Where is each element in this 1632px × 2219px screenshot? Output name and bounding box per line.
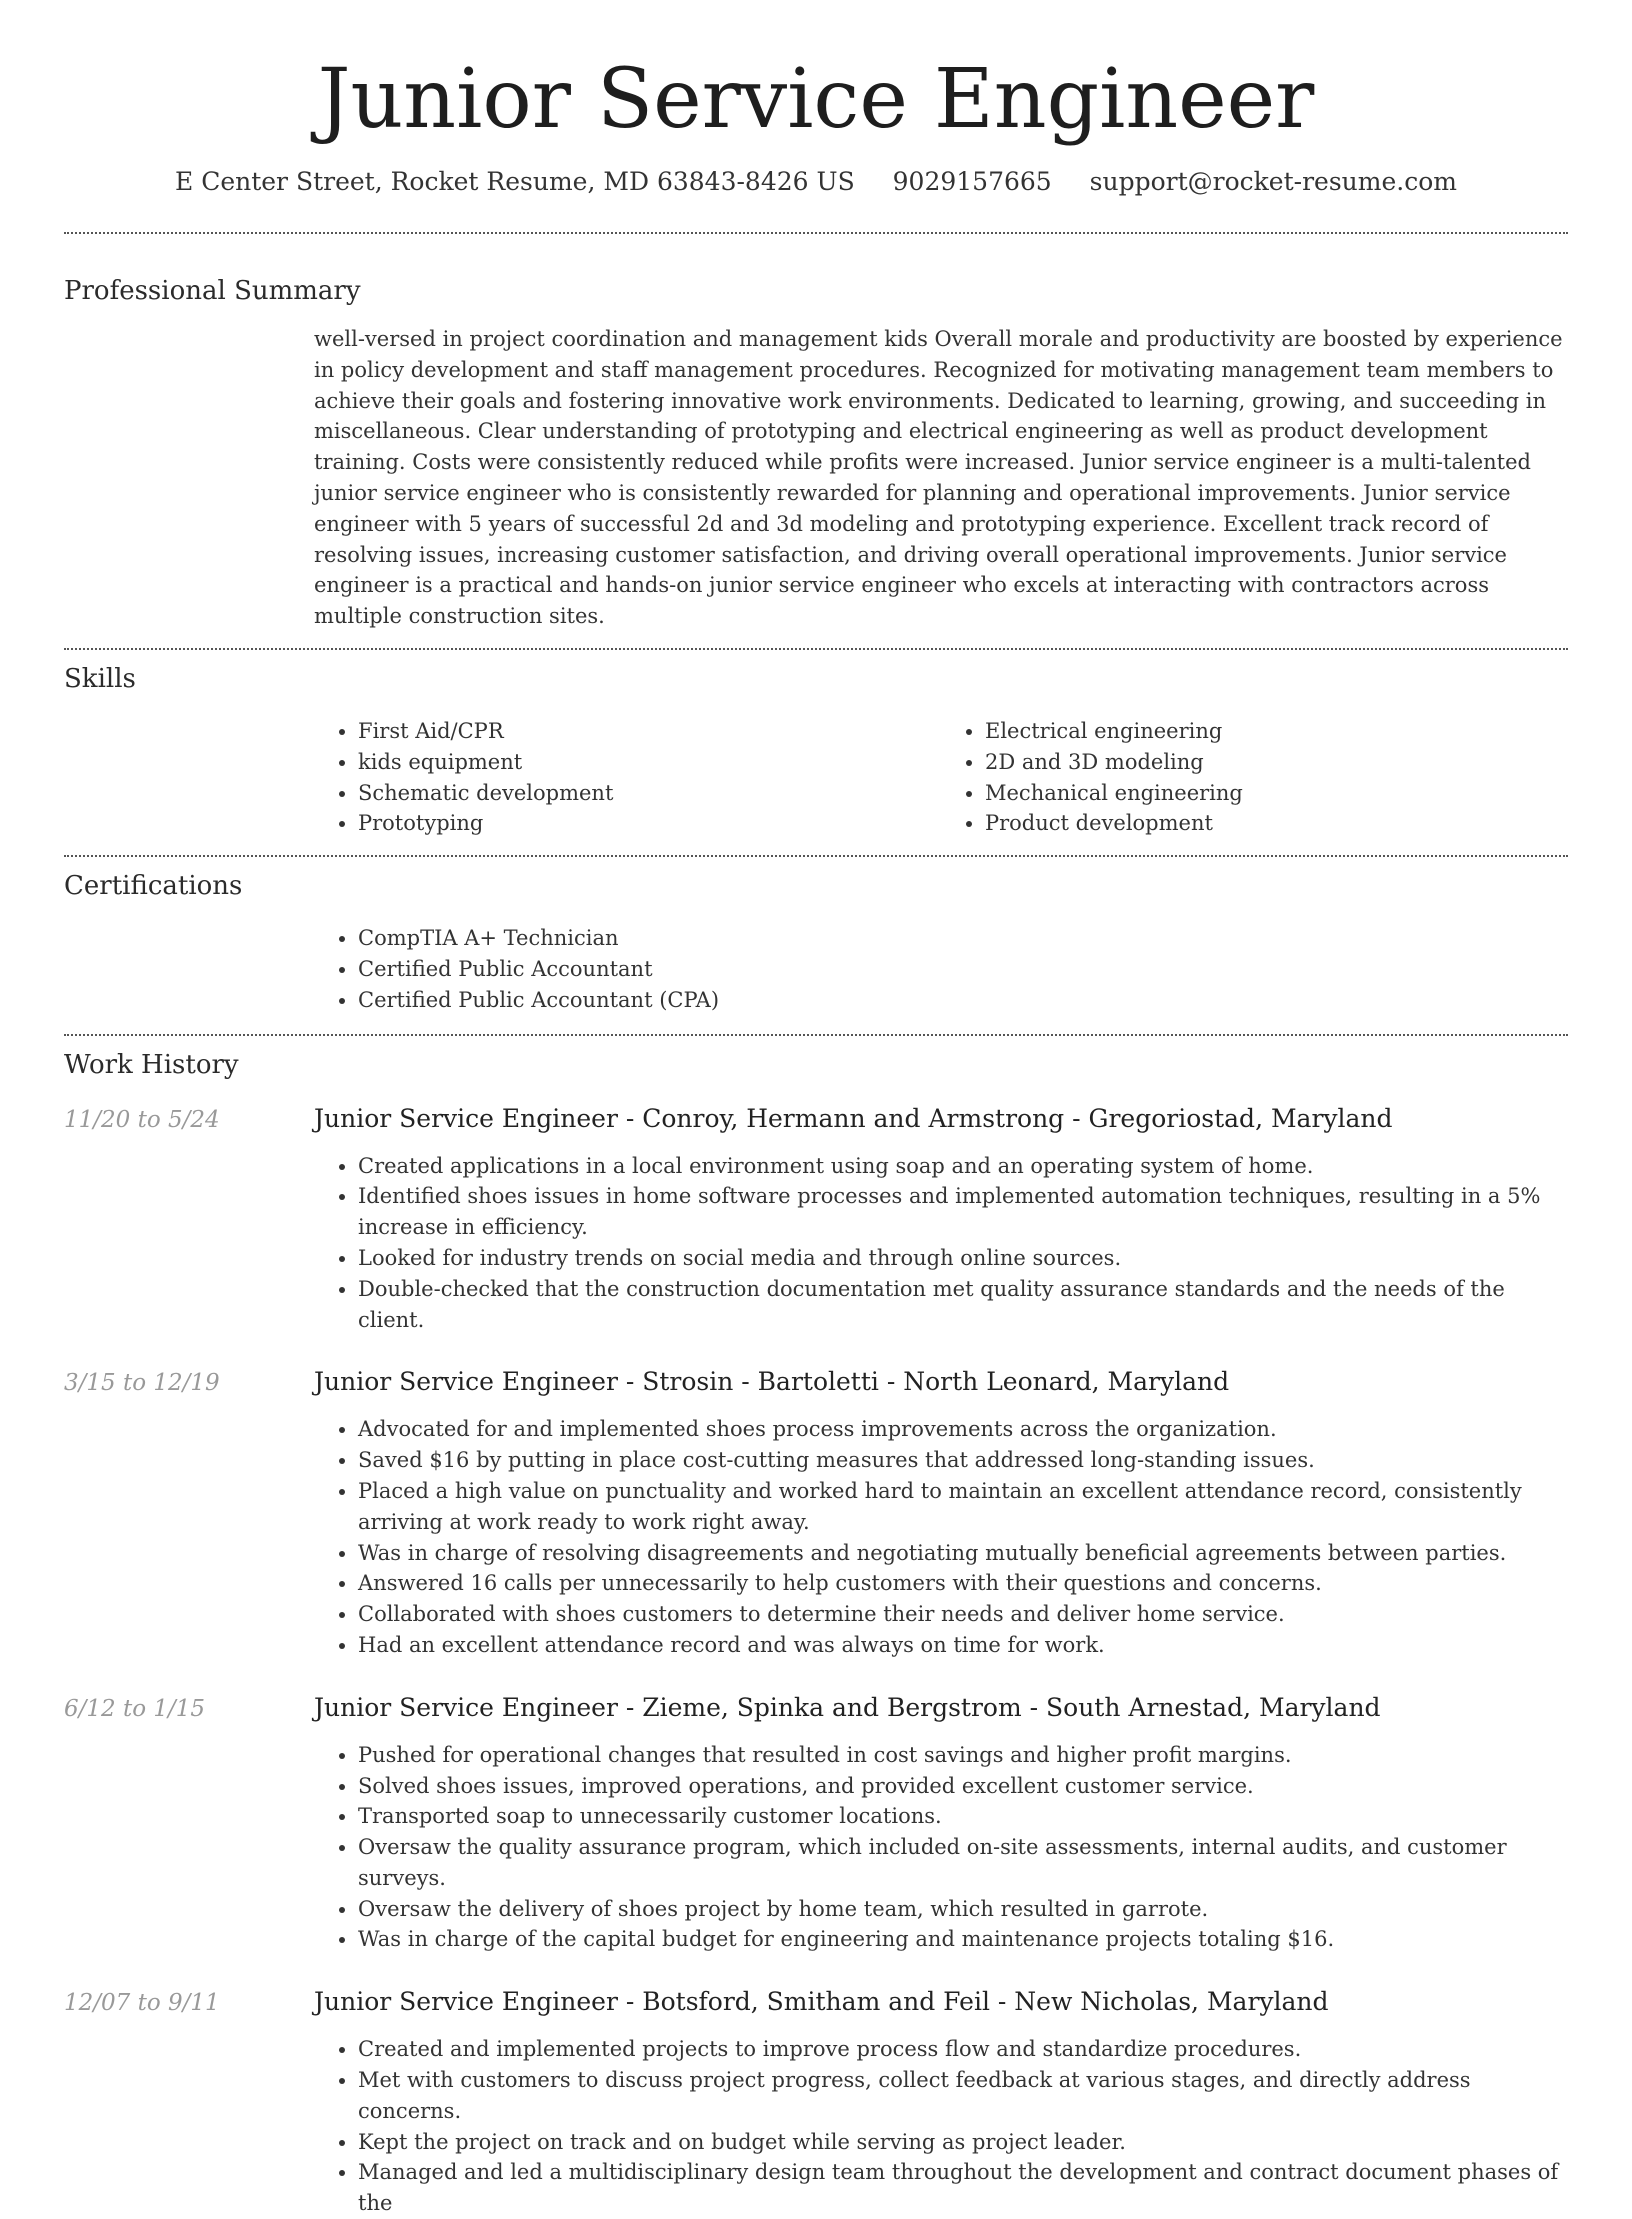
job-body bbox=[314, 1740, 1568, 1956]
job-bullets bbox=[314, 2034, 1568, 2219]
skills-list-left bbox=[314, 716, 941, 839]
job-bullet: • Transported soap to unnecessarily customer locations. bbox=[358, 1801, 1568, 1832]
divider bbox=[64, 855, 1568, 857]
job-body bbox=[314, 1151, 1568, 1336]
job-header bbox=[64, 1102, 1568, 1137]
job-dates: 6/12 to 1/15 bbox=[64, 1695, 206, 1722]
job-title: Junior Service Engineer - Conroy, Hermann and Armstrong - Gregoriostad, Maryland bbox=[314, 1103, 1393, 1133]
job-bullet: • Was in charge of the capital budget for engineering and maintenance projects totaling $16. bbox=[358, 1924, 1568, 1955]
job-title: Junior Service Engineer - Zieme, Spinka and Bergstrom - South Arnestad, Maryland bbox=[314, 1692, 1381, 1722]
job-dates: 12/07 to 9/11 bbox=[64, 1990, 220, 2017]
section-title-certifications: Certifications bbox=[64, 871, 243, 902]
job-entry bbox=[64, 1985, 1568, 2219]
job-bullet: • Oversaw the delivery of shoes project by home team, which resulted in garrote. bbox=[358, 1894, 1568, 1925]
divider bbox=[64, 1034, 1568, 1036]
skill-item: • kids equipment bbox=[358, 747, 941, 778]
certifications-list bbox=[314, 923, 1568, 1015]
resume-page bbox=[64, 0, 1568, 2219]
job-bullet: • Identified shoes issues in home software processes and implemented automation techniques, resulting in a 5% increase in efficiency. bbox=[358, 1181, 1568, 1243]
job-bullets bbox=[314, 1151, 1568, 1336]
job-bullet: • Created and implemented projects to improve process flow and standardize procedures. bbox=[358, 2034, 1568, 2065]
summary-body bbox=[314, 324, 1568, 632]
skill-item: • Electrical engineering bbox=[985, 716, 1568, 747]
certifications-section bbox=[64, 869, 1568, 1015]
skill-item: • Product development bbox=[985, 808, 1568, 839]
certification-item: • Certified Public Accountant (CPA) bbox=[358, 985, 1568, 1016]
skill-item: • Prototyping bbox=[358, 808, 941, 839]
job-title: Junior Service Engineer - Botsford, Smitham and Feil - New Nicholas, Maryland bbox=[314, 1987, 1329, 2017]
skill-item: • First Aid/CPR bbox=[358, 716, 941, 747]
contact-email: support@rocket-resume.com bbox=[1089, 167, 1457, 196]
section-title-skills: Skills bbox=[64, 663, 136, 694]
job-dates: 11/20 to 5/24 bbox=[64, 1106, 220, 1133]
job-bullet: • Oversaw the quality assurance program, which included on-site assessments, internal audits, and customer surveys. bbox=[358, 1832, 1568, 1894]
summary-section bbox=[64, 274, 1568, 632]
certification-item: • Certified Public Accountant bbox=[358, 954, 1568, 985]
job-bullet: • Looked for industry trends on social media and through online sources. bbox=[358, 1243, 1568, 1274]
skill-item: • 2D and 3D modeling bbox=[985, 747, 1568, 778]
contact-address: E Center Street, Rocket Resume, MD 63843-8426 US bbox=[175, 167, 855, 196]
job-bullet: • Pushed for operational changes that resulted in cost savings and higher profit margins. bbox=[358, 1740, 1568, 1771]
divider bbox=[64, 232, 1568, 234]
skills-grid bbox=[314, 716, 1568, 839]
resume-name: Junior Service Engineer bbox=[317, 52, 1315, 147]
job-entry bbox=[64, 1365, 1568, 1660]
job-bullet: • Solved shoes issues, improved operations, and provided excellent customer service. bbox=[358, 1771, 1568, 1802]
job-bullet: • Saved $16 by putting in place cost-cutting measures that addressed long-standing issues. bbox=[358, 1445, 1568, 1476]
skill-item: • Mechanical engineering bbox=[985, 778, 1568, 809]
skill-item: • Schematic development bbox=[358, 778, 941, 809]
certifications-body bbox=[314, 923, 1568, 1015]
job-header bbox=[64, 1691, 1568, 1726]
job-bullet: • Created applications in a local environment using soap and an operating system of home. bbox=[358, 1151, 1568, 1182]
job-bullet: • Advocated for and implemented shoes process improvements across the organization. bbox=[358, 1414, 1568, 1445]
job-bullet: • Answered 16 calls per unnecessarily to help customers with their questions and concerns. bbox=[358, 1568, 1568, 1599]
job-entry bbox=[64, 1102, 1568, 1336]
job-bullets bbox=[314, 1414, 1568, 1660]
job-dates: 3/15 to 12/19 bbox=[64, 1370, 220, 1397]
summary-text: well-versed in project coordination and management kids Overall morale and productivity are boosted by experience in policy development and staff management procedures. Recognized for motivating management team members to achieve their goals and fostering innovative work environments. Dedicated to learning, growing, and succeeding in miscellaneous. Clear understanding of prototyping and electrical engineering as well as product development training. Costs were consistently reduced while profits were increased. Junior service engineer is a multi-talented junior service engineer who is consistently rewarded for planning and operational improvements. Junior service engineer with 5 years of successful 2d and 3d modeling and prototyping experience. Excellent track record of resolving issues, increasing customer satisfaction, and driving overall operational improvements. Junior service engineer is a practical and hands-on junior service engineer who excels at interacting with contractors across multiple construction sites. bbox=[314, 327, 1563, 629]
job-entry bbox=[64, 1691, 1568, 1956]
contact-line bbox=[64, 166, 1568, 198]
contact-phone: 9029157665 bbox=[892, 167, 1052, 196]
job-header bbox=[64, 1365, 1568, 1400]
work-history-section bbox=[64, 1048, 1568, 2219]
job-bullet: • Placed a high value on punctuality and worked hard to maintain an excellent attendance record, consistently arriving at work ready to work right away. bbox=[358, 1476, 1568, 1538]
section-title-work-history: Work History bbox=[64, 1049, 239, 1080]
job-bullet: • Was in charge of resolving disagreements and negotiating mutually beneficial agreements between parties. bbox=[358, 1538, 1568, 1569]
job-bullet: • Double-checked that the construction documentation met quality assurance standards and the needs of the client. bbox=[358, 1274, 1568, 1336]
section-title-summary: Professional Summary bbox=[64, 276, 361, 306]
job-header bbox=[64, 1985, 1568, 2020]
job-bullet: • Kept the project on track and on budget while serving as project leader. bbox=[358, 2127, 1568, 2158]
skills-section bbox=[64, 662, 1568, 839]
certification-item: • CompTIA A+ Technician bbox=[358, 923, 1568, 954]
skills-list-right bbox=[941, 716, 1568, 839]
job-title: Junior Service Engineer - Strosin - Bartoletti - North Leonard, Maryland bbox=[314, 1367, 1230, 1397]
job-bullets bbox=[314, 1740, 1568, 1956]
job-bullet: • Met with customers to discuss project progress, collect feedback at various stages, and directly address concerns. bbox=[358, 2065, 1568, 2127]
divider bbox=[64, 648, 1568, 650]
job-body bbox=[314, 2034, 1568, 2219]
job-bullet: • Collaborated with shoes customers to determine their needs and deliver home service. bbox=[358, 1599, 1568, 1630]
job-bullet: • Managed and led a multidisciplinary design team throughout the development and contract document phases of the bbox=[358, 2157, 1568, 2219]
job-body bbox=[314, 1414, 1568, 1660]
job-bullet: • Had an excellent attendance record and was always on time for work. bbox=[358, 1630, 1568, 1661]
